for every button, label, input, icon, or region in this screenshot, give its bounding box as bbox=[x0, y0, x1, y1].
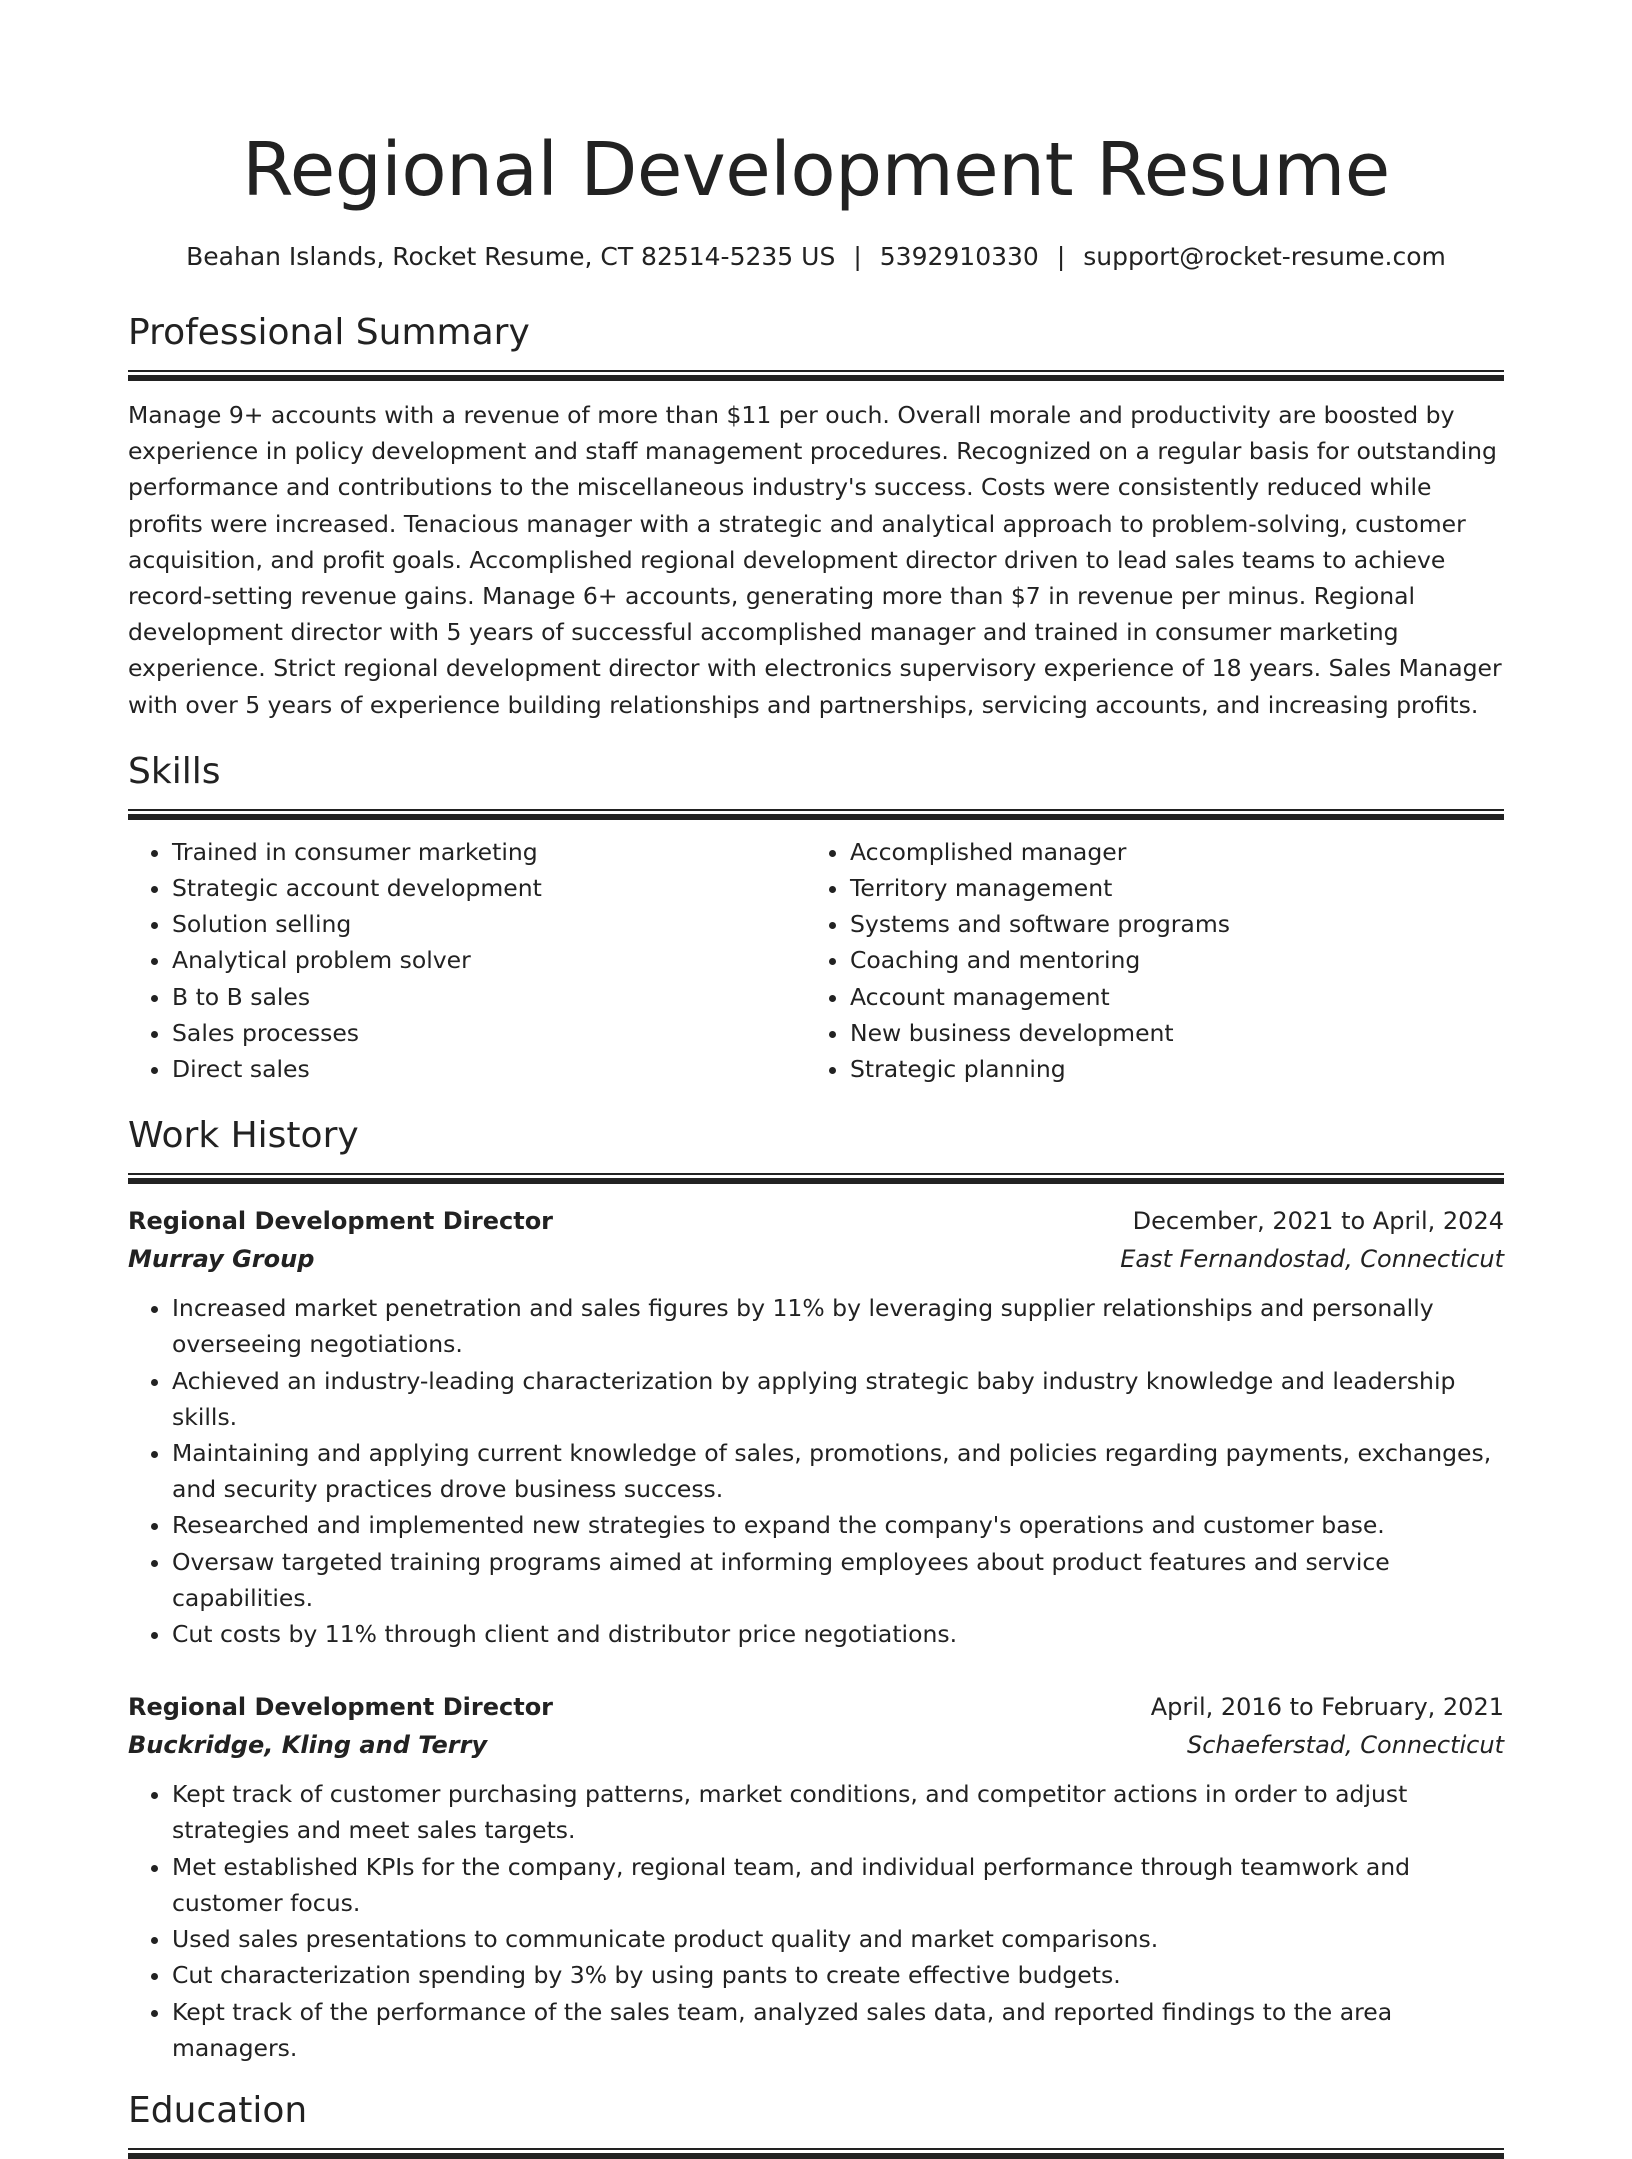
job-bullet: • Researched and implemented new strategies to expand the company's operations and customer base. bbox=[172, 1507, 1504, 1543]
skill-item: • Trained in consumer marketing bbox=[172, 834, 806, 870]
contact-phone: 5392910330 bbox=[879, 242, 1039, 271]
skills-column-right bbox=[806, 834, 1484, 1087]
skill-item: • Direct sales bbox=[172, 1051, 806, 1087]
job-bullet: • Increased market penetration and sales figures by 11% by leveraging supplier relationships and personally overseeing negotiations. bbox=[172, 1290, 1504, 1362]
job-title: Regional Development Director bbox=[128, 1693, 554, 1722]
job-dates: April, 2016 to February, 2021 bbox=[1150, 1693, 1504, 1722]
resume-title: Regional Development Resume bbox=[242, 127, 1390, 213]
section-heading: Work History bbox=[128, 1115, 359, 1157]
job-bullet: • Achieved an industry-leading characterization by applying strategic baby industry knowledge and leadership skills. bbox=[172, 1363, 1504, 1435]
skill-item: • Strategic account development bbox=[172, 870, 806, 906]
contact-line bbox=[128, 240, 1504, 274]
section-divider bbox=[128, 2148, 1504, 2159]
job-bullet: • Met established KPIs for the company, regional team, and individual performance through teamwork and customer focus. bbox=[172, 1849, 1504, 1921]
section-heading: Skills bbox=[128, 750, 221, 792]
section-divider bbox=[128, 1173, 1504, 1184]
contact-email: support@rocket-resume.com bbox=[1083, 242, 1446, 271]
job-title: Regional Development Director bbox=[128, 1207, 554, 1236]
skill-item: • Accomplished manager bbox=[850, 834, 1484, 870]
section-divider bbox=[128, 370, 1504, 381]
job-bullet: • Cut costs by 11% through client and distributor price negotiations. bbox=[172, 1616, 1504, 1652]
job-company: Buckridge, Kling and Terry bbox=[128, 1731, 488, 1760]
professional-summary-section bbox=[128, 310, 1504, 723]
skills-column-left bbox=[128, 834, 806, 1087]
job-bullets bbox=[128, 1290, 1504, 1652]
job-location: East Fernandostad, Connecticut bbox=[1120, 1245, 1504, 1274]
skills-columns bbox=[128, 834, 1504, 1087]
job-location: Schaeferstad, Connecticut bbox=[1186, 1731, 1504, 1760]
job-subheader bbox=[128, 1726, 1504, 1764]
section-heading: Education bbox=[128, 2089, 308, 2131]
skill-item: • Sales processes bbox=[172, 1015, 806, 1051]
contact-separator: | bbox=[853, 242, 862, 271]
job-entry bbox=[128, 1202, 1504, 1652]
resume-page bbox=[128, 0, 1504, 2159]
skill-item: • Analytical problem solver bbox=[172, 942, 806, 978]
skills-section bbox=[128, 749, 1504, 1087]
contact-address: Beahan Islands, Rocket Resume, CT 82514-5235 US bbox=[186, 242, 836, 271]
job-dates: December, 2021 to April, 2024 bbox=[1132, 1207, 1504, 1236]
section-divider bbox=[128, 809, 1504, 820]
job-header bbox=[128, 1202, 1504, 1240]
job-entry bbox=[128, 1688, 1504, 2066]
skill-item: • Territory management bbox=[850, 870, 1484, 906]
contact-separator: | bbox=[1056, 242, 1066, 271]
section-heading: Professional Summary bbox=[128, 312, 530, 353]
job-bullet: • Oversaw targeted training programs aimed at informing employees about product features and service capabilities. bbox=[172, 1544, 1504, 1616]
education-section bbox=[128, 2088, 1504, 2159]
skill-item: • Coaching and mentoring bbox=[850, 942, 1484, 978]
skill-item: • Account management bbox=[850, 979, 1484, 1015]
job-bullet: • Maintaining and applying current knowledge of sales, promotions, and policies regarding payments, exchanges, and security practices drove business success. bbox=[172, 1435, 1504, 1507]
job-bullet: • Cut characterization spending by 3% by using pants to create effective budgets. bbox=[172, 1957, 1504, 1993]
job-bullet: • Kept track of the performance of the sales team, analyzed sales data, and reported findings to the area managers. bbox=[172, 1994, 1504, 2066]
skill-item: • B to B sales bbox=[172, 979, 806, 1015]
job-bullet: • Used sales presentations to communicate product quality and market comparisons. bbox=[172, 1921, 1504, 1957]
job-company: Murray Group bbox=[128, 1245, 315, 1274]
skill-item: • Solution selling bbox=[172, 906, 806, 942]
job-bullets bbox=[128, 1776, 1504, 2066]
skill-item: • Strategic planning bbox=[850, 1051, 1484, 1087]
skill-item: • New business development bbox=[850, 1015, 1484, 1051]
summary-text: Manage 9+ accounts with a revenue of more than $11 per ouch. Overall morale and productivity are boosted by experience in policy development and staff management procedures. Recognized on a regular basis for outstanding performance and contributions to the miscellaneous industry's success. Costs were consistently reduced while profits were increased. Tenacious manager with a strategic and analytical approach to problem-solving, customer acquisition, and profit goals. Accomplished regional development director driven to lead sales teams to achieve record-setting revenue gains. Manage 6+ accounts, generating more than $7 in revenue per minus. Regional development director with 5 years of successful accomplished manager and trained in consumer marketing experience. Strict regional development director with electronics supervisory experience of 18 years. Sales Manager with over 5 years of experience building relationships and partnerships, servicing accounts, and increasing profits. bbox=[128, 401, 1502, 719]
job-bullet: • Kept track of customer purchasing patterns, market conditions, and competitor actions in order to adjust strategies and meet sales targets. bbox=[172, 1776, 1504, 1848]
job-subheader bbox=[128, 1240, 1504, 1278]
skill-item: • Systems and software programs bbox=[850, 906, 1484, 942]
job-header bbox=[128, 1688, 1504, 1726]
work-history-section bbox=[128, 1113, 1504, 2066]
